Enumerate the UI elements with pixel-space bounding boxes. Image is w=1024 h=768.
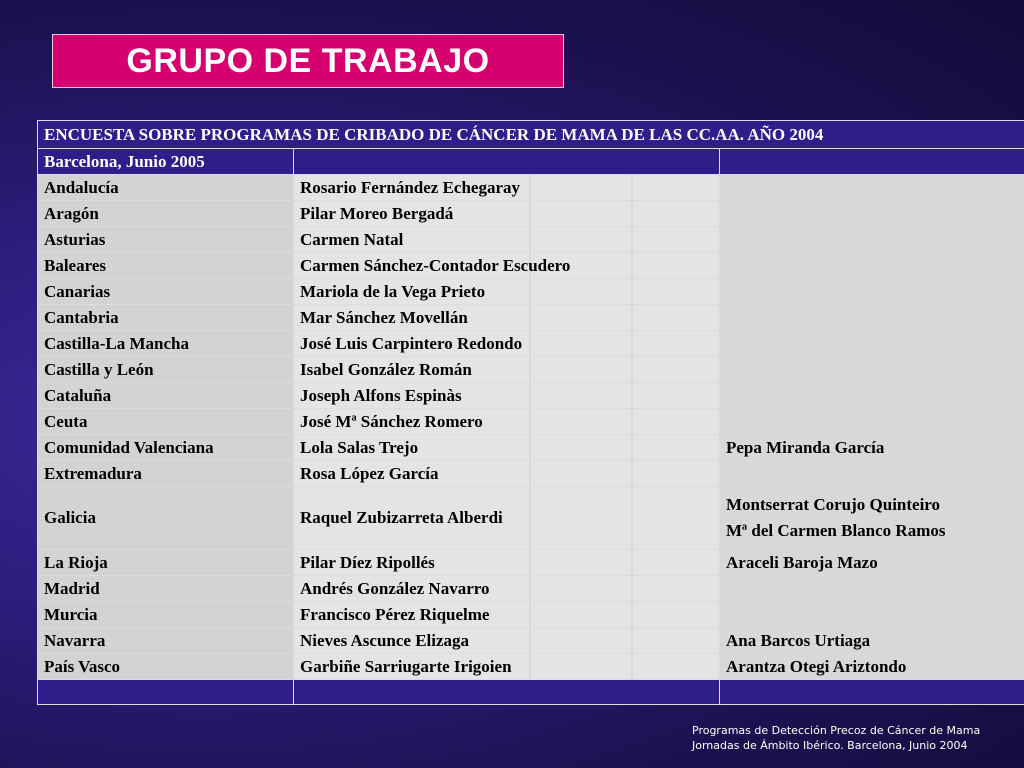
extra-person-cell (720, 175, 1024, 201)
table-row (38, 550, 1024, 576)
person-cell: Lola Salas Trejo (294, 435, 720, 461)
extra-person-cell (720, 357, 1024, 383)
table-row (38, 602, 1024, 628)
person-cell: Raquel Zubizarreta Alberdi (294, 487, 720, 550)
extra-person-cell: Pepa Miranda García (720, 435, 1024, 461)
person-cell: Garbiñe Sarriugarte Irigoien (294, 654, 720, 680)
extra-person-cell (720, 227, 1024, 253)
table-row (38, 175, 1024, 201)
extra-person-cell: Ana Barcos Urtiaga (720, 628, 1024, 654)
region-cell: Murcia (38, 602, 294, 628)
footer-caption (692, 723, 1012, 753)
person-cell: Mariola de la Vega Prieto (294, 279, 720, 305)
table-row (38, 227, 1024, 253)
extra-person-cell (720, 253, 1024, 279)
footer-line: Jornadas de Ámbito Ibérico. Barcelona, Junio 2004 (692, 739, 968, 752)
extra-person-cell (720, 576, 1024, 602)
table-row (38, 305, 1024, 331)
region-cell: Ceuta (38, 409, 294, 435)
table-row (38, 279, 1024, 305)
extra-person-line: Montserrat Corujo Quinteiro (726, 495, 941, 514)
empty-cell (294, 680, 720, 705)
person-cell: Isabel González Román (294, 357, 720, 383)
person-cell: Mar Sánchez Movellán (294, 305, 720, 331)
extra-person-cell (720, 383, 1024, 409)
extra-person-cell (720, 461, 1024, 487)
person-cell: Joseph Alfons Espinàs (294, 383, 720, 409)
footer-line: Programas de Detección Precoz de Cáncer de Mama (692, 724, 981, 737)
person-cell: Rosa López García (294, 461, 720, 487)
region-cell: Comunidad Valenciana (38, 435, 294, 461)
extra-person-line: Mª del Carmen Blanco Ramos (726, 521, 946, 540)
table-row (38, 409, 1024, 435)
table-row (38, 201, 1024, 227)
title-banner (52, 34, 564, 88)
region-cell: Castilla y León (38, 357, 294, 383)
extra-person-cell (720, 201, 1024, 227)
table-row (38, 253, 1024, 279)
table-row (38, 383, 1024, 409)
table-subheader-empty (294, 149, 720, 175)
table-row (38, 357, 1024, 383)
table-header: ENCUESTA SOBRE PROGRAMAS DE CRIBADO DE CÁNCER DE MAMA DE LAS CC.AA. AÑO 2004 (38, 121, 1024, 149)
person-cell: José Luis Carpintero Redondo (294, 331, 720, 357)
person-cell: Francisco Pérez Riquelme (294, 602, 720, 628)
person-cell: Nieves Ascunce Elizaga (294, 628, 720, 654)
table-subheader-empty (720, 149, 1024, 175)
extra-person-cell (720, 331, 1024, 357)
region-cell: La Rioja (38, 550, 294, 576)
table-row (38, 654, 1024, 680)
table-row (38, 461, 1024, 487)
extra-person-cell (720, 487, 1024, 550)
region-cell: Canarias (38, 279, 294, 305)
region-cell: Cantabria (38, 305, 294, 331)
region-cell: Asturias (38, 227, 294, 253)
person-cell: Rosario Fernández Echegaray (294, 175, 720, 201)
table-header-row (38, 121, 1024, 149)
region-cell: Galicia (38, 487, 294, 550)
extra-person-cell (720, 602, 1024, 628)
person-cell: José Mª Sánchez Romero (294, 409, 720, 435)
page-title: GRUPO DE TRABAJO (126, 41, 490, 80)
person-cell: Carmen Sánchez-Contador Escudero (294, 253, 720, 279)
working-group-table (37, 120, 1024, 705)
table-row (38, 487, 1024, 550)
region-cell: Baleares (38, 253, 294, 279)
person-cell: Pilar Moreo Bergadá (294, 201, 720, 227)
region-cell: Cataluña (38, 383, 294, 409)
extra-person-cell: Arantza Otegi Ariztondo (720, 654, 1024, 680)
empty-cell (38, 680, 294, 705)
region-cell: Madrid (38, 576, 294, 602)
region-cell: Navarra (38, 628, 294, 654)
person-cell: Andrés González Navarro (294, 576, 720, 602)
table-subheader: Barcelona, Junio 2005 (38, 149, 294, 175)
table-row (38, 435, 1024, 461)
table-row (38, 331, 1024, 357)
table-empty-row (38, 680, 1024, 705)
extra-person-cell (720, 409, 1024, 435)
person-cell: Pilar Díez Ripollés (294, 550, 720, 576)
extra-person-cell (720, 305, 1024, 331)
region-cell: Aragón (38, 201, 294, 227)
extra-person-cell (720, 279, 1024, 305)
table-row (38, 628, 1024, 654)
region-cell: País Vasco (38, 654, 294, 680)
region-cell: Andalucía (38, 175, 294, 201)
region-cell: Extremadura (38, 461, 294, 487)
person-cell: Carmen Natal (294, 227, 720, 253)
region-cell: Castilla-La Mancha (38, 331, 294, 357)
extra-person-cell: Araceli Baroja Mazo (720, 550, 1024, 576)
table-subheader-row (38, 149, 1024, 175)
table-row (38, 576, 1024, 602)
empty-cell (720, 680, 1024, 705)
